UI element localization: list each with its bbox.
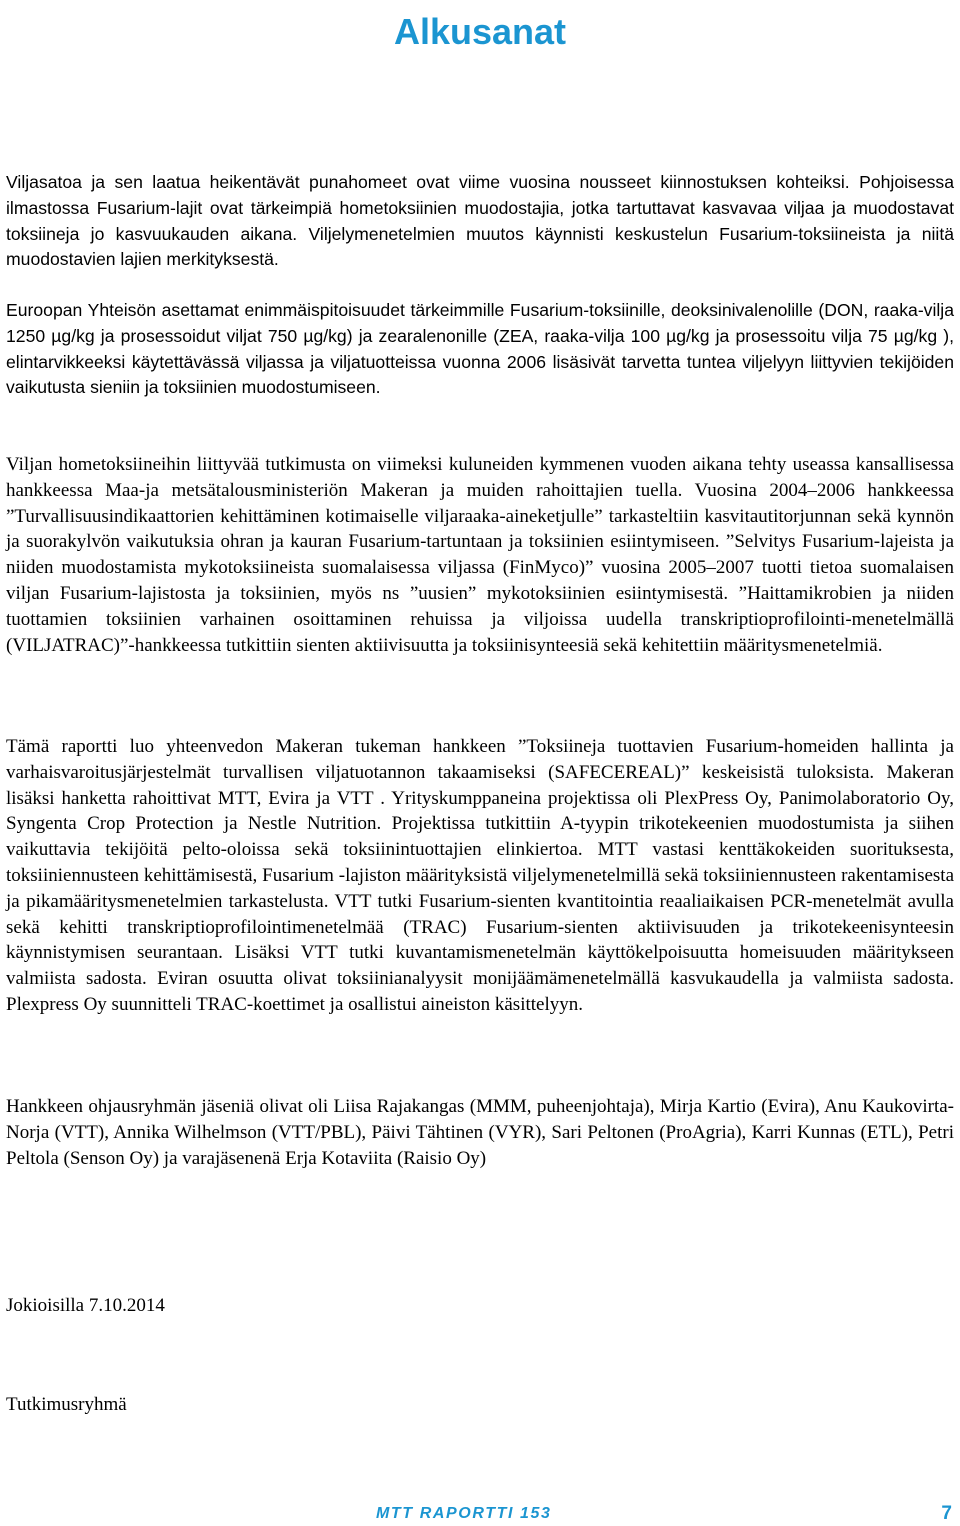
paragraph-1: Viljasatoa ja sen laatua heikentävät punahomeet ovat viime vuosina nousseet kiinnostuksen kohteiksi. Pohjoisessa ilmastossa Fusarium-lajit ovat tärkeimpiä hometoksiinien muodostajia, jotka tartuttavat kasvavaa viljaa ja muodostavat toksiineja jo kasvuukauden aikana. Viljelymenetelmien muutos käynnisti keskustelun Fusarium-toksiineista ja niitä muodostavien lajien merkityksestä. <box>6 172 954 270</box>
place-date: Jokioisilla 7.10.2014 <box>6 1295 165 1316</box>
page-title: Alkusanat <box>393 11 567 52</box>
paragraph-3: Viljan hometoksiineihin liittyvää tutkimusta on viimeksi kuluneiden kymmenen vuoden aikana tehty useassa kansallisessa hankkeessa Maa-ja metsätalousministeriön Makeran ja muiden rahoittajien tuella. Vuosina 2004–2006 hankkeessa ”Turvallisuusindikaattorien kehittäminen kotimaiselle viljaraaka-aineketjulle” tarkasteltiin kasvitautitorjunnan sekä kynnön ja suorakylvön vaikutuksia ohran ja kauran Fusarium-tartuntaan ja toksiinien esiintymiseen. ”Selvitys Fusarium-lajeista ja niiden muodostamista mykotoksiineista suomalaisessa viljassa (FinMyco)” vuosina 2005–2007 tuotti tietoa suomalaisen viljan Fusarium-lajistosta ja toksiinien, myös ns ”uusien” mykotoksiinien esiintymisestä. ”Haittamikrobien ja niiden tuottamien toksiinien varhainen osoittaminen rehuissa ja viljoissa uudella transkriptioprofilointi-menetelmällä (VILJATRAC)”-hankkeessa tutkittiin sienten aktiivisuutta ja toksiinisynteesiä sekä kehitettiin määritysmenetelmiä. <box>6 454 954 656</box>
footer-report-label: MTT RAPORTTI 153 <box>376 1505 552 1522</box>
paragraph-4: Tämä raportti luo yhteenvedon Makeran tukeman hankkeen ”Toksiineja tuottavien Fusarium-homeiden hallinta ja varhaisvaroitusjärjestelmät turvallisen viljatuotannon takaamiseksi (SAFECEREAL)” keskeisistä tuloksista. Makeran lisäksi hanketta rahoittivat MTT, Evira ja VTT . Yrityskumppaneina projektissa oli PlexPress Oy, Panimolaboratorio Oy, Syngenta Crop Protection ja Nestle Nutrition. Projektissa tutkittiin A-tyypin trikotekeenien muodostumista ja siihen vaikuttavia tekijöitä pelto-oloissa sekä toksiinintuottajien elinkiertoa. MTT vastasi kenttäkokeiden suorituksesta, toksiiniennusteen kehittämisestä, Fusarium -lajiston määrityksistä viljelymenetelmillä sekä toksiiniennusteen rakentamisesta ja pikamääritysmenetelmien tarkastelusta. VTT tutki Fusarium-sienten kvantitointia reaaliaikaisen PCR-menetelmät avulla sekä kehitti transkriptioprofilointimenetelmää (TRAC) Fusarium-sienten aktiivisuuden ja trikotekeenisynteesin käynnistymisen seurantaan. Lisäksi VTT tutki kuvantamismenetelmän käyttökelpoisuutta homeisuuden määritykseen valmiista sadosta. Eviran osuutta olivat toksiinianalyysit monijäämämenetelmällä kasvukaudella ja valmiista sadosta. Plexpress Oy suunnitteli TRAC-koettimet ja osallistui aineiston käsittelyyn. <box>6 736 954 1015</box>
paragraph-5: Hankkeen ohjausryhmän jäseniä olivat oli Liisa Rajakangas (MMM, puheenjohtaja), Mirja Kartio (Evira), Anu Kaukovirta-Norja (VTT), Annika Wilhelmson (VTT/PBL), Päivi Tähtinen (VYR), Sari Peltonen (ProAgria), Karri Kunnas (ETL), Petri Peltola (Senson Oy) ja varajäsenenä Erja Kotaviita (Raisio Oy) <box>6 1096 954 1169</box>
footer-page-number: 7 <box>941 1503 952 1524</box>
paragraph-2: Euroopan Yhteisön asettamat enimmäispitoisuudet tärkeimmille Fusarium-toksiinille, deoksinivalenolille (DON, raaka-vilja 1250 µg/kg ja prosessoidut viljat 750 µg/kg) ja zearalenonille (ZEA, raaka-vilja 100 µg/kg ja prosessoitu vilja 75 µg/kg ), elintarvikkeeksi käytettävässä viljassa ja viljatuotteissa vuonna 2006 lisäsivät tarvetta tuntea viljelyyn liittyvien tekijöiden vaikutusta sieniin ja toksiinien muodostumiseen. <box>6 300 954 398</box>
signature: Tutkimusryhmä <box>6 1394 127 1415</box>
